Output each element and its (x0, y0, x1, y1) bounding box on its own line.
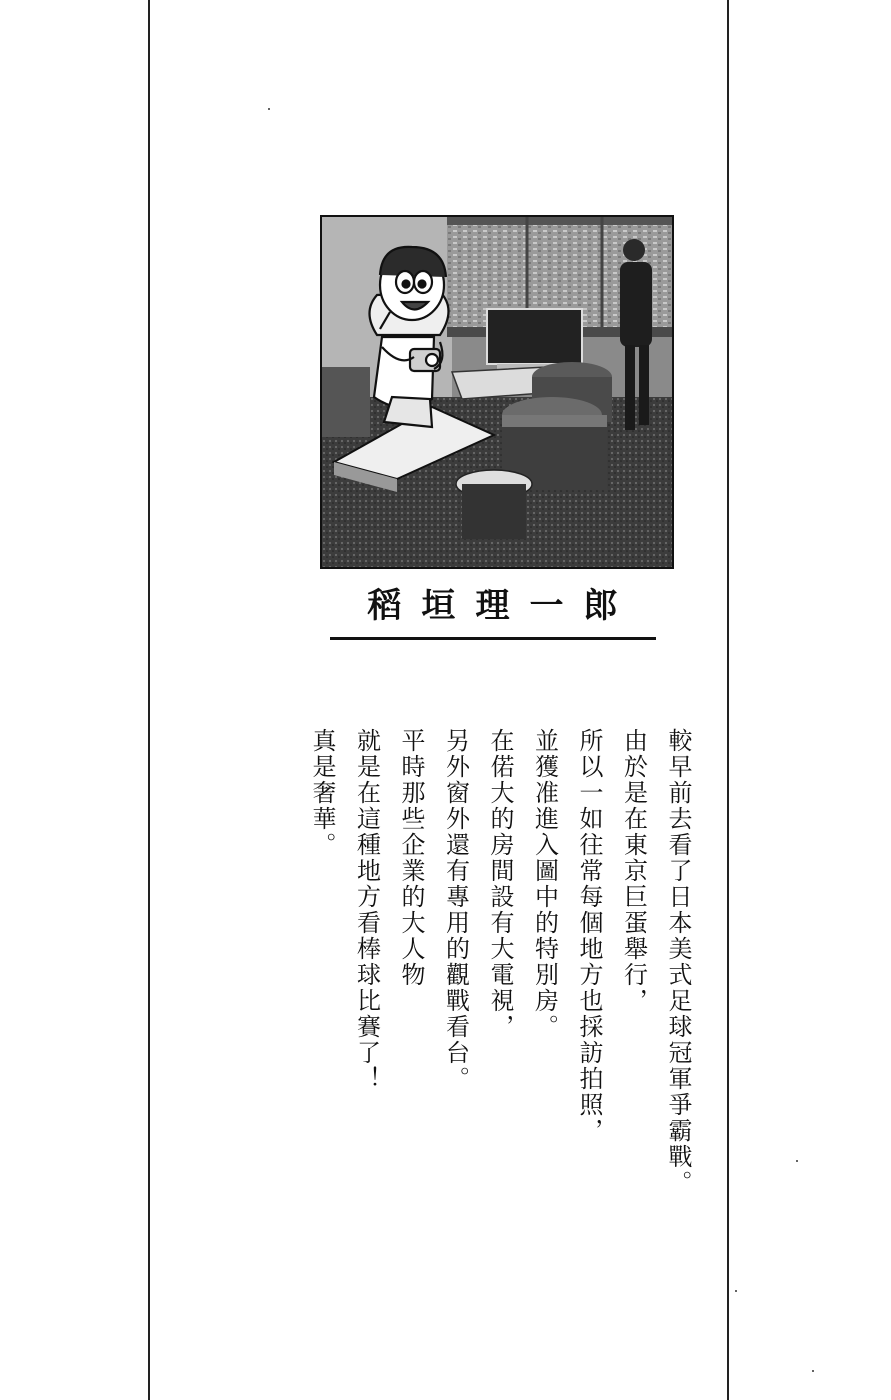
author-note-text (300, 728, 700, 1208)
text-line: 平時那些企業的大人物 (397, 728, 425, 988)
author-name: 稻垣理一郎 (367, 586, 638, 626)
text-line: 由於是在東京巨蛋舉行， (619, 728, 648, 1014)
text-line: 就是在這種地方看棒球比賽了！ (352, 728, 381, 1092)
text-line: 並獲准進入圖中的特別房。 (530, 728, 559, 1040)
text-line: 在偌大的房間設有大電視， (486, 728, 514, 1040)
paper-speck (268, 108, 270, 110)
left-page-border (148, 0, 150, 1400)
right-page-border (727, 0, 729, 1400)
text-line: 另外窗外還有專用的觀戰看台。 (441, 728, 470, 1092)
text-line: 所以一如往常每個地方也採訪拍照， (575, 728, 603, 1144)
paper-speck (812, 1370, 814, 1372)
illustrated-photo-icon (322, 217, 672, 567)
author-photo (320, 215, 674, 569)
name-underline (330, 637, 656, 640)
paper-speck (735, 1290, 737, 1292)
paper-speck (796, 1160, 798, 1162)
text-line: 真是奢華。 (308, 728, 336, 858)
text-line: 較早前去看了日本美式足球冠軍爭霸戰。 (664, 728, 692, 1196)
